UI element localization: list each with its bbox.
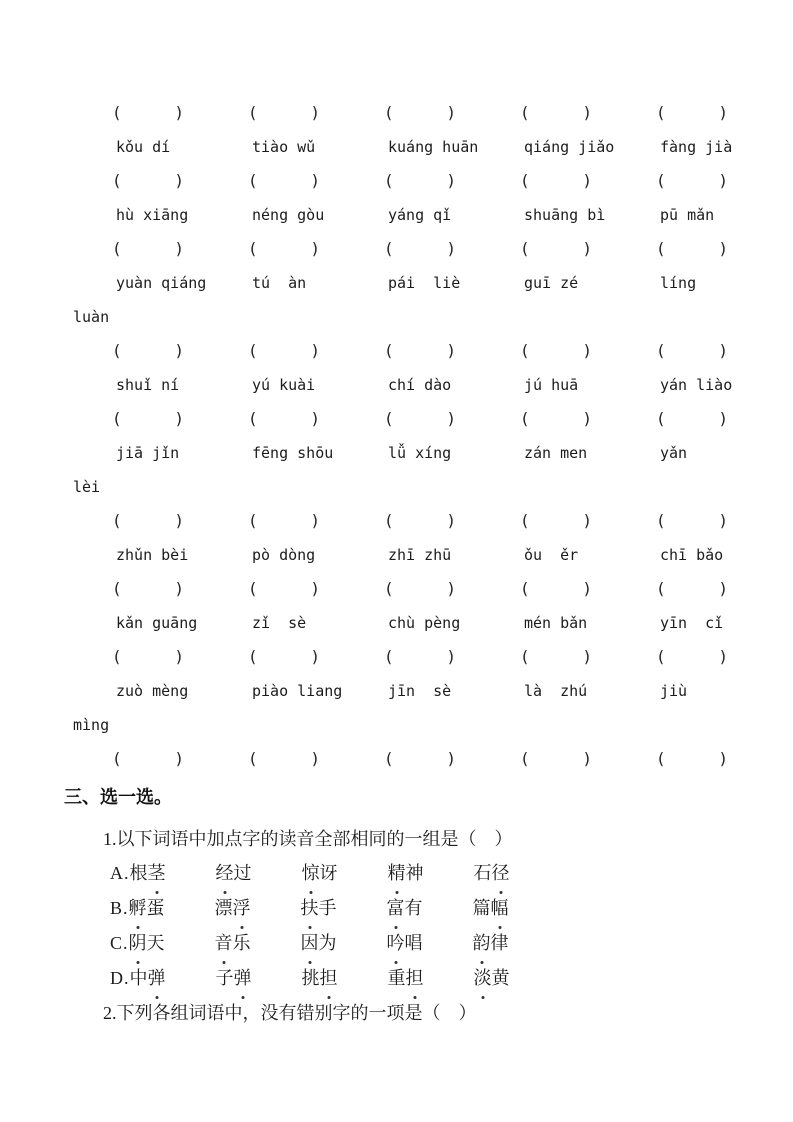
paren-pair: ( ) — [384, 103, 456, 122]
answer-blank — [92, 640, 228, 674]
dotted-character: 弹 — [148, 961, 166, 996]
character: 讶 — [319, 863, 338, 883]
option-word — [387, 898, 423, 918]
answer-blank — [364, 164, 500, 198]
pinyin-word: jú huā — [524, 376, 579, 394]
pinyin-word: néng gòu — [252, 206, 325, 224]
answer-blank — [92, 96, 228, 130]
pinyin-word: fēng shōu — [252, 444, 334, 462]
paren-pair: ( ) — [112, 647, 184, 666]
pinyin-word: fàng jià — [660, 138, 733, 156]
answer-blank — [228, 742, 364, 776]
paren-pair: ( ) — [112, 341, 184, 360]
pinyin-word: yǎn — [660, 444, 688, 462]
paren-pair: ( ) — [112, 103, 184, 122]
paren-pair: ( ) — [384, 511, 456, 530]
pinyin-word: chí dào — [388, 376, 452, 394]
answer-blank-row — [92, 334, 753, 368]
answer-blank — [636, 96, 772, 130]
option-word — [473, 933, 509, 953]
pinyin-word: piào liang — [252, 682, 343, 700]
answer-blank — [636, 504, 772, 538]
dotted-character: 茎 — [148, 856, 166, 891]
pinyin-word: ǒu ěr — [524, 546, 579, 564]
pinyin-word: jiù — [660, 682, 688, 700]
answer-blank — [500, 164, 636, 198]
pinyin-word: zán men — [524, 444, 588, 462]
choose-section — [64, 776, 753, 1030]
paren-pair: ( ) — [248, 171, 320, 190]
pinyin-row — [92, 538, 753, 572]
option-word — [302, 863, 338, 883]
answer-blank — [228, 164, 364, 198]
paren-pair: ( ) — [384, 171, 456, 190]
answer-blank — [92, 742, 228, 776]
answer-blank — [228, 232, 364, 266]
paren-pair: ( ) — [656, 409, 728, 428]
paren-pair: ( ) — [248, 749, 320, 768]
option-word — [130, 863, 166, 883]
answer-blank — [500, 504, 636, 538]
character: 天 — [146, 933, 165, 953]
option-label: A. — [110, 863, 130, 883]
answer-blank-row — [92, 232, 753, 266]
question-1-options — [64, 856, 753, 996]
pinyin-word: zhǔn bèi — [116, 546, 189, 564]
dotted-character: 径 — [492, 856, 510, 891]
answer-blank — [636, 232, 772, 266]
paren-pair: ( ) — [384, 409, 456, 428]
paren-pair: ( ) — [520, 749, 592, 768]
dotted-character: 惊 — [302, 856, 320, 891]
option-word — [301, 933, 337, 953]
section-title: 三、选一选。 — [64, 787, 172, 807]
answer-blank — [636, 572, 772, 606]
option-row-a — [110, 856, 753, 891]
paren-pair: ( ) — [384, 341, 456, 360]
pinyin-word: jīn sè — [388, 682, 452, 700]
paren-pair: ( ) — [520, 647, 592, 666]
pinyin-wrapped-word: luàn — [73, 308, 110, 326]
paren-pair: ( ) — [656, 749, 728, 768]
paren-pair: ( ) — [520, 341, 592, 360]
paren-pair: ( ) — [112, 511, 184, 530]
pinyin-row — [92, 606, 753, 640]
dotted-character: 幅 — [491, 891, 509, 926]
answer-blank — [364, 640, 500, 674]
answer-blank — [636, 334, 772, 368]
answer-blank — [636, 640, 772, 674]
answer-blank — [364, 96, 500, 130]
pinyin-word: là zhú — [524, 682, 588, 700]
paren-pair: ( ) — [248, 647, 320, 666]
answer-blank — [228, 96, 364, 130]
paren-pair: ( ) — [248, 239, 320, 258]
answer-blank — [364, 232, 500, 266]
option-word — [302, 968, 338, 988]
answer-blank — [364, 572, 500, 606]
dotted-character: 富 — [387, 891, 405, 926]
answer-blank — [636, 164, 772, 198]
answer-blank — [636, 742, 772, 776]
answer-blank — [500, 232, 636, 266]
pinyin-word: kǎn guāng — [116, 614, 198, 632]
dotted-character: 孵 — [129, 891, 147, 926]
character: 重 — [387, 968, 406, 988]
paren-pair: ( ) — [112, 579, 184, 598]
character: 中 — [129, 968, 148, 988]
answer-blank — [92, 504, 228, 538]
pinyin-word-list-section — [64, 96, 753, 776]
answer-blank — [228, 640, 364, 674]
paren-pair: ( ) — [520, 171, 592, 190]
option-word — [215, 898, 251, 918]
answer-blank — [92, 572, 228, 606]
pinyin-word: hù xiāng — [116, 206, 189, 224]
pinyin-wrapped-word: lèi — [73, 478, 101, 496]
paren-pair: ( ) — [656, 171, 728, 190]
option-row-b — [110, 891, 753, 926]
character: 漂 — [214, 898, 233, 918]
pinyin-word: kǒu dí — [116, 138, 171, 156]
answer-blank — [92, 402, 228, 436]
pinyin-wrapped-word: mìng — [73, 716, 110, 734]
character: 蛋 — [146, 898, 165, 918]
pinyin-word: kuáng huān — [388, 138, 479, 156]
character: 乐 — [232, 933, 251, 953]
answer-blank — [92, 232, 228, 266]
answer-blank — [364, 402, 500, 436]
dotted-character: 阴 — [129, 926, 147, 961]
answer-blank-row — [92, 572, 753, 606]
option-word — [216, 968, 252, 988]
pinyin-word: chù pèng — [388, 614, 461, 632]
pinyin-word: pái liè — [388, 274, 461, 292]
dotted-character: 经 — [216, 856, 234, 891]
character: 手 — [318, 898, 337, 918]
answer-blank — [500, 96, 636, 130]
paren-pair: ( ) — [384, 647, 456, 666]
pinyin-word: jiā jǐn — [116, 444, 180, 462]
answer-blank — [92, 164, 228, 198]
paren-pair: ( ) — [656, 239, 728, 258]
pinyin-word: tiào wǔ — [252, 138, 316, 156]
option-word — [215, 933, 251, 953]
option-word — [388, 863, 424, 883]
pinyin-word: yú kuài — [252, 376, 316, 394]
paren-pair: ( ) — [656, 647, 728, 666]
character: 黄 — [491, 968, 510, 988]
pinyin-word: chī bǎo — [660, 546, 724, 564]
paren-pair: ( ) — [520, 579, 592, 598]
pinyin-row — [92, 266, 753, 300]
paren-pair: ( ) — [248, 409, 320, 428]
paren-pair: ( ) — [656, 103, 728, 122]
answer-blank-row — [92, 504, 753, 538]
pinyin-word: mén bǎn — [524, 614, 588, 632]
pinyin-word: zhī zhū — [388, 546, 452, 564]
option-row-d — [110, 961, 753, 996]
answer-blank-row — [92, 96, 753, 130]
pinyin-word: guī zé — [524, 274, 579, 292]
pinyin-word: yuàn qiáng — [116, 274, 207, 292]
character: 律 — [490, 933, 509, 953]
option-label: B. — [110, 898, 129, 918]
paren-pair: ( ) — [656, 511, 728, 530]
pinyin-word: lǚ xíng — [388, 444, 452, 462]
dotted-character: 韵 — [473, 926, 491, 961]
answer-blank — [364, 504, 500, 538]
option-word — [129, 898, 165, 918]
pinyin-word: líng — [660, 274, 697, 292]
paren-pair: ( ) — [112, 749, 184, 768]
character: 篇 — [472, 898, 491, 918]
character: 子 — [215, 968, 234, 988]
answer-blank — [228, 402, 364, 436]
paren-pair: ( ) — [248, 511, 320, 530]
paren-pair: ( ) — [248, 341, 320, 360]
paren-pair: ( ) — [384, 579, 456, 598]
answer-blank — [636, 402, 772, 436]
paren-pair: ( ) — [520, 409, 592, 428]
paren-pair: ( ) — [384, 239, 456, 258]
pinyin-word: zuò mèng — [116, 682, 189, 700]
character: 唱 — [404, 933, 423, 953]
pinyin-word: tú àn — [252, 274, 307, 292]
pinyin-row — [92, 198, 753, 232]
paren-pair: ( ) — [520, 511, 592, 530]
answer-blank — [228, 572, 364, 606]
paren-pair: ( ) — [112, 171, 184, 190]
character: 根 — [129, 863, 148, 883]
pinyin-word: qiáng jiǎo — [524, 138, 615, 156]
option-row-c — [110, 926, 753, 961]
answer-blank-row — [92, 640, 753, 674]
option-word — [387, 933, 423, 953]
character: 为 — [318, 933, 337, 953]
pinyin-row — [92, 674, 753, 708]
pinyin-row — [92, 130, 753, 164]
paren-pair: ( ) — [520, 239, 592, 258]
option-word — [301, 898, 337, 918]
paren-pair: ( ) — [656, 341, 728, 360]
answer-blank — [364, 334, 500, 368]
option-word — [473, 898, 509, 918]
answer-blank — [92, 334, 228, 368]
character: 神 — [405, 863, 424, 883]
answer-blank — [364, 742, 500, 776]
answer-blank — [500, 572, 636, 606]
pinyin-word: shuǐ ní — [116, 376, 180, 394]
character: 挑 — [301, 968, 320, 988]
pinyin-word: pò dòng — [252, 546, 316, 564]
pinyin-row — [92, 436, 753, 470]
answer-blank-row — [92, 742, 753, 776]
paren-pair: ( ) — [656, 579, 728, 598]
option-label: C. — [110, 933, 129, 953]
dotted-character: 担 — [406, 961, 424, 996]
paren-pair: ( ) — [248, 579, 320, 598]
answer-blank — [228, 504, 364, 538]
pinyin-word: pū mǎn — [660, 206, 715, 224]
pinyin-word: yán liào — [660, 376, 733, 394]
paren-pair: ( ) — [248, 103, 320, 122]
option-label: D. — [110, 968, 130, 988]
option-word — [130, 968, 166, 988]
dotted-character: 音 — [215, 926, 233, 961]
option-word — [216, 863, 252, 883]
answer-blank-row — [92, 402, 753, 436]
dotted-character: 精 — [388, 856, 406, 891]
pinyin-word: yáng qǐ — [388, 206, 452, 224]
answer-blank — [500, 742, 636, 776]
character: 有 — [404, 898, 423, 918]
character: 石 — [473, 863, 492, 883]
dotted-character: 弹 — [234, 961, 252, 996]
pinyin-word: shuāng bì — [524, 206, 606, 224]
answer-blank — [500, 640, 636, 674]
answer-blank — [500, 402, 636, 436]
option-word — [129, 933, 165, 953]
pinyin-word: yīn cǐ — [660, 614, 724, 632]
answer-blank-row — [92, 164, 753, 198]
question-1: 1.以下词语中加点字的读音全部相同的一组是（ ） — [103, 829, 513, 849]
dotted-character: 淡 — [474, 961, 492, 996]
pinyin-word: zǐ sè — [252, 614, 307, 632]
question-2: 2.下列各组词语中，没有错别字的一项是（ ） — [103, 1003, 477, 1023]
character: 过 — [233, 863, 252, 883]
dotted-character: 浮 — [233, 891, 251, 926]
option-word — [474, 863, 510, 883]
answer-blank — [500, 334, 636, 368]
dotted-character: 担 — [320, 961, 338, 996]
dotted-character: 扶 — [301, 891, 319, 926]
paren-pair: ( ) — [112, 239, 184, 258]
pinyin-row — [92, 368, 753, 402]
dotted-character: 吟 — [387, 926, 405, 961]
option-word — [388, 968, 424, 988]
dotted-character: 因 — [301, 926, 319, 961]
answer-blank — [228, 334, 364, 368]
paren-pair: ( ) — [384, 749, 456, 768]
paren-pair: ( ) — [112, 409, 184, 428]
paren-pair: ( ) — [520, 103, 592, 122]
option-word — [474, 968, 510, 988]
